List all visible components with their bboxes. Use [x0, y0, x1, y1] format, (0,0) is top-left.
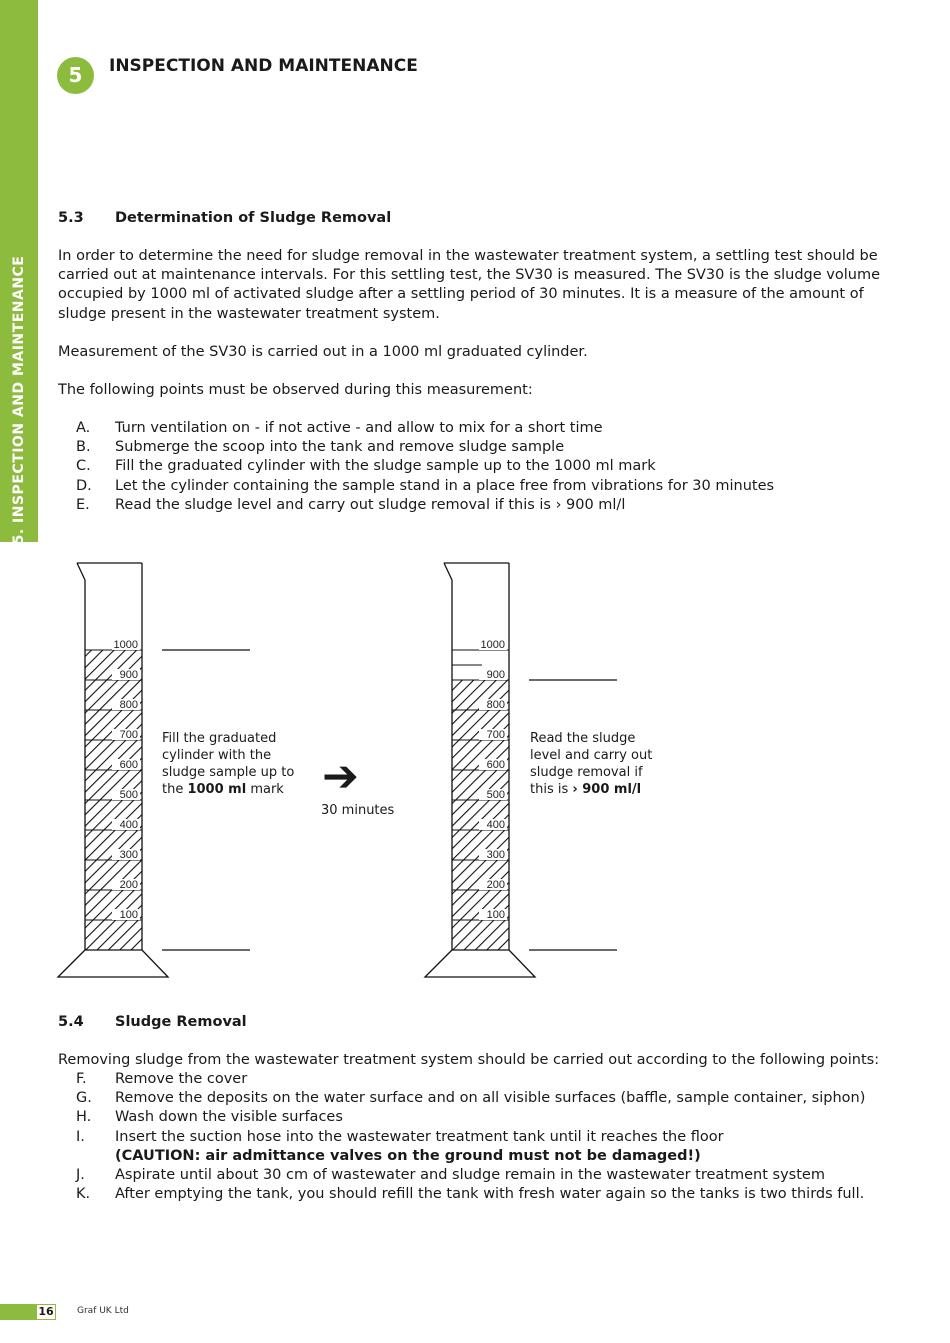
caption-read-level — [530, 730, 670, 798]
scale-label: 400 — [486, 819, 505, 831]
scale-label: 800 — [119, 699, 138, 711]
scale-label: 100 — [486, 909, 505, 921]
scale-label: 500 — [119, 789, 138, 801]
scale-label: 100 — [119, 909, 138, 921]
section-title: Sludge Removal — [115, 1014, 247, 1030]
scale-label: 200 — [119, 879, 138, 891]
caption-text-after: mark — [246, 782, 284, 797]
cylinder-base — [425, 950, 535, 977]
list-text: Let the cylinder containing the sample stand in a place free from vibrations for 30 minutes — [115, 477, 775, 494]
section-number: 5.3 — [58, 210, 84, 226]
scale-label: 300 — [119, 849, 138, 861]
scale-label: 400 — [119, 819, 138, 831]
footer-accent-bar — [0, 1304, 38, 1320]
list-text: Fill the graduated cylinder with the sludge sample up to the 1000 ml mark — [115, 458, 656, 475]
list-text: Submerge the scoop into the tank and remove sludge sample — [115, 439, 565, 456]
scale-label: 900 — [486, 669, 505, 681]
arrow-label: 30 minutes — [321, 803, 395, 818]
scale-label: 700 — [119, 729, 138, 741]
list-text: After emptying the tank, you should refill the tank with fresh water again so the tanks is two thirds full. — [115, 1186, 865, 1203]
paragraph-measurement: Measurement of the SV30 is carried out in a 1000 ml graduated cylinder. — [58, 344, 588, 360]
list-letter: E. — [76, 496, 90, 513]
paragraph-sludge-removal: Removing sludge from the wastewater treatment system should be carried out according to the following points: — [58, 1052, 880, 1068]
list-text: Remove the cover — [115, 1071, 248, 1087]
scale-label: 800 — [486, 699, 505, 711]
caption-bold: 1000 ml — [187, 782, 247, 797]
chapter-number-badge: 5 — [57, 57, 94, 94]
list-letter: B. — [76, 439, 91, 456]
side-tab — [0, 0, 38, 545]
list-letter: A. — [76, 420, 91, 436]
scale-label: 300 — [486, 849, 505, 861]
footer-company: Graf UK Ltd — [77, 1306, 129, 1316]
list-letter: K. — [76, 1186, 91, 1203]
scale-label: 1000 — [480, 639, 505, 651]
scale-label: 1000 — [113, 639, 138, 651]
paragraph-points: The following points must be observed during this measurement: — [58, 382, 533, 398]
caution-text: (CAUTION: air admittance valves on the ground must not be damaged!) — [115, 1147, 701, 1164]
list-letter: I. — [76, 1128, 85, 1145]
scale-label: 700 — [486, 729, 505, 741]
list-text: Turn ventilation on - if not active - and allow to mix for a short time — [115, 420, 603, 436]
list-letter: G. — [76, 1090, 92, 1107]
chapter-title: INSPECTION AND MAINTENANCE — [109, 56, 418, 76]
list-letter: F. — [76, 1071, 87, 1087]
list-letter: D. — [76, 477, 92, 494]
section-number: 5.4 — [58, 1014, 84, 1030]
paragraph-sv30-intro: In order to determine the need for sludge removal in the wastewater treatment system, a settling test should be carried out at maintenance intervals. For this settling test, the SV30 is measured. The SV30 is the sludge volume occupied by 1000 ml of activated sludge after a settling period of 30 minutes. It is a measure of the amount of sludge present in the wastewater treatment system. — [58, 248, 881, 322]
scale-label: 500 — [486, 789, 505, 801]
scale-label: 900 — [119, 669, 138, 681]
caption-fill-cylinder — [162, 730, 302, 798]
arrow-right-icon: ➔ — [322, 751, 359, 802]
side-tab-label: 5. INSPECTION AND MAINTENANCE — [11, 255, 27, 545]
scale-label: 600 — [486, 759, 505, 771]
list-text: Insert the suction hose into the wastewater treatment tank until it reaches the floor — [115, 1128, 724, 1145]
list-text: Wash down the visible surfaces — [115, 1109, 343, 1126]
caption-text: Fill the graduated cylinder with the sludge sample up to the — [162, 731, 295, 797]
list-text: Read the sludge level and carry out sludge removal if this is › 900 ml/l — [115, 496, 626, 513]
section-title: Determination of Sludge Removal — [115, 210, 392, 226]
cylinder-base — [58, 950, 168, 977]
list-letter: J. — [76, 1166, 85, 1183]
list-letter: C. — [76, 458, 91, 475]
list-letter: H. — [76, 1109, 92, 1126]
caption-bold: › 900 ml/l — [572, 782, 642, 797]
list-text: Aspirate until about 30 cm of wastewater and sludge remain in the wastewater treatment system — [115, 1166, 825, 1183]
page-number: 16 — [36, 1304, 56, 1320]
caption-text: Read the sludge level and carry out sludge removal if this is — [530, 731, 653, 797]
list-text: Remove the deposits on the water surface and on all visible surfaces (baffle, sample container, siphon) — [115, 1090, 866, 1107]
scale-label: 600 — [119, 759, 138, 771]
scale-label: 200 — [486, 879, 505, 891]
